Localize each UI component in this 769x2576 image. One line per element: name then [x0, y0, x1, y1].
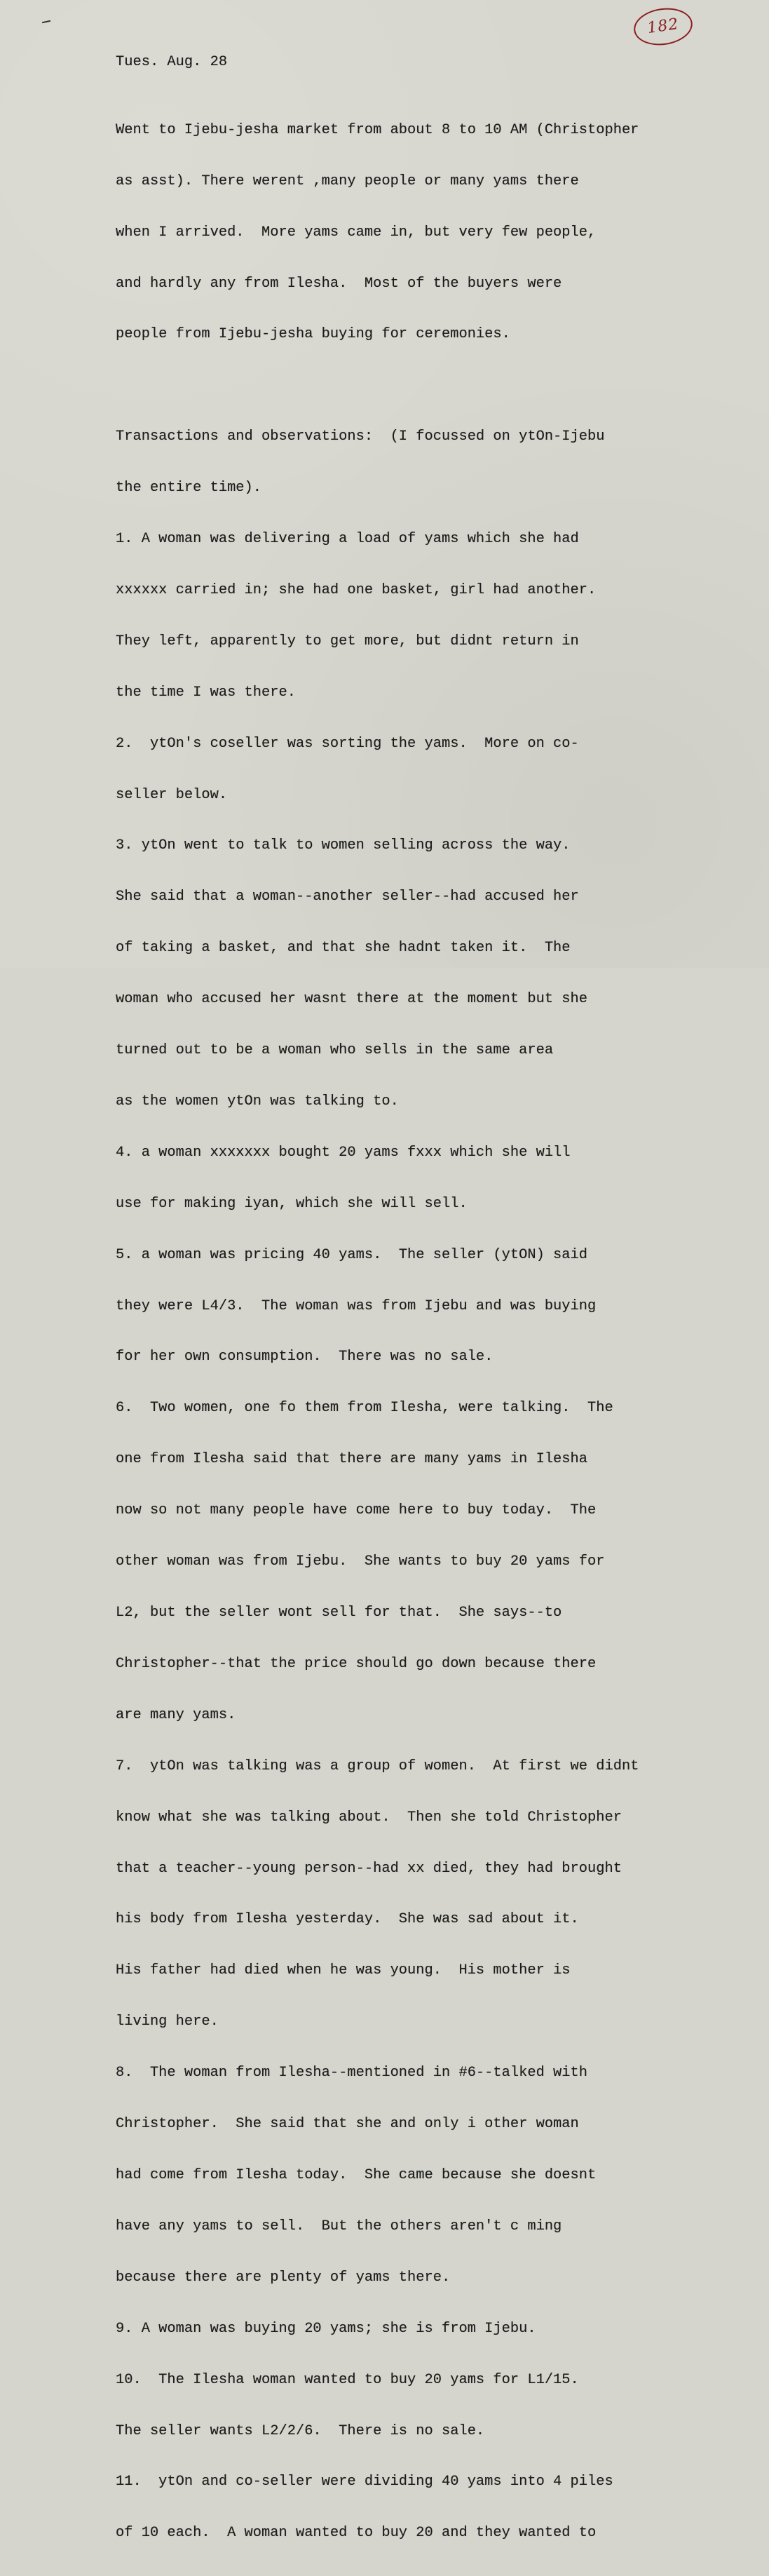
- notes-line: use for making iyan, which she will sell.: [116, 1195, 468, 1212]
- notes-line: have any yams to sell. But the others aren't c ming: [116, 2218, 562, 2234]
- field-notes-body: [116, 88, 639, 2576]
- entry-date-heading: Tues. Aug. 28: [116, 54, 228, 70]
- notes-line: for her own consumption. There was no sale.: [116, 1349, 494, 1365]
- notes-line: 3. ytOn went to talk to women selling across the way.: [116, 837, 571, 854]
- notes-line: other woman was from Ijebu. She wants to buy 20 yams for: [116, 1553, 605, 1570]
- intro-line: people from Ijebu-jesha buying for ceremonies.: [116, 326, 510, 343]
- notes-line: 7. ytOn was talking was a group of women. At first we didnt: [116, 1758, 639, 1774]
- notes-line: of taking a basket, and that she hadnt taken it. The: [116, 940, 571, 957]
- notes-line: Transactions and observations: (I focussed on ytOn-Ijebu: [116, 429, 605, 445]
- notes-line: know what she was talking about. Then she told Christopher: [116, 1809, 622, 1826]
- notes-line: 4. a woman xxxxxxx bought 20 yams fxxx which she will: [116, 1144, 571, 1161]
- notes-line: one from Ilesha said that there are many yams in Ilesha: [116, 1451, 588, 1468]
- notes-line: The seller wants L2/2/6. There is no sale.: [116, 2422, 485, 2439]
- notes-line: 6. Two women, one fo them from Ilesha, were talking. The: [116, 1400, 613, 1417]
- notes-line: Christopher--that the price should go down because there: [116, 1655, 597, 1672]
- notes-line: the time I was there.: [116, 684, 296, 701]
- notes-line: now so not many people have come here to buy today. The: [116, 1502, 597, 1519]
- notes-line: 10. The Ilesha woman wanted to buy 20 yams for L1/15.: [116, 2371, 579, 2388]
- notes-line: 2. ytOn's coseller was sorting the yams. More on co-: [116, 735, 579, 752]
- notes-line: 9. A woman was buying 20 yams; she is from Ijebu.: [116, 2320, 536, 2337]
- notes-line: living here.: [116, 2014, 219, 2030]
- notes-line: that a teacher--young person--had xx died, they had brought: [116, 1860, 622, 1877]
- notes-line: 11. ytOn and co-seller were dividing 40 yams into 4 piles: [116, 2474, 613, 2490]
- notes-line: they were L4/3. The woman was from Ijebu and was buying: [116, 1297, 597, 1314]
- notes-line: His father had died when he was young. His mother is: [116, 1962, 571, 1979]
- intro-line: when I arrived. More yams came in, but very few people,: [116, 224, 597, 241]
- notes-line: seller below.: [116, 786, 228, 803]
- notes-line: L2, but the seller wont sell for that. She says--to: [116, 1605, 562, 1621]
- notes-line: woman who accused her wasnt there at the moment but she: [116, 991, 588, 1008]
- notes-line: as the women ytOn was talking to.: [116, 1093, 399, 1110]
- intro-line: and hardly any from Ilesha. Most of the buyers were: [116, 275, 562, 292]
- notes-line: 8. The woman from Ilesha--mentioned in #6--talked with: [116, 2065, 588, 2082]
- notes-line: because there are plenty of yams there.: [116, 2269, 451, 2286]
- notes-line: the entire time).: [116, 480, 262, 497]
- notes-line: 5. a woman was pricing 40 yams. The seller (ytON) said: [116, 1246, 588, 1263]
- notes-line: She said that a woman--another seller--had accused her: [116, 889, 579, 905]
- intro-line: Went to Ijebu-jesha market from about 8 to 10 AM (Christopher: [116, 121, 639, 138]
- notes-line: of 10 each. A woman wanted to buy 20 and they wanted to: [116, 2525, 597, 2542]
- stray-pen-mark: [42, 20, 50, 23]
- notes-line: had come from Ilesha today. She came because she doesnt: [116, 2166, 597, 2183]
- notes-line: turned out to be a woman who sells in the same area: [116, 1042, 554, 1059]
- paragraph-gap: [116, 377, 639, 394]
- notes-line: Christopher. She said that she and only i other woman: [116, 2116, 579, 2133]
- intro-line: as asst). There werent ,many people or many yams there: [116, 173, 579, 189]
- notes-line: are many yams.: [116, 1706, 236, 1723]
- circled-page-number: 182: [632, 4, 695, 48]
- notes-line: xxxxxx carried in; she had one basket, girl had another.: [116, 581, 597, 598]
- notes-line: 1. A woman was delivering a load of yams which she had: [116, 530, 579, 547]
- notes-line: his body from Ilesha yesterday. She was sad about it.: [116, 1911, 579, 1928]
- notes-line: They left, apparently to get more, but didnt return in: [116, 633, 579, 649]
